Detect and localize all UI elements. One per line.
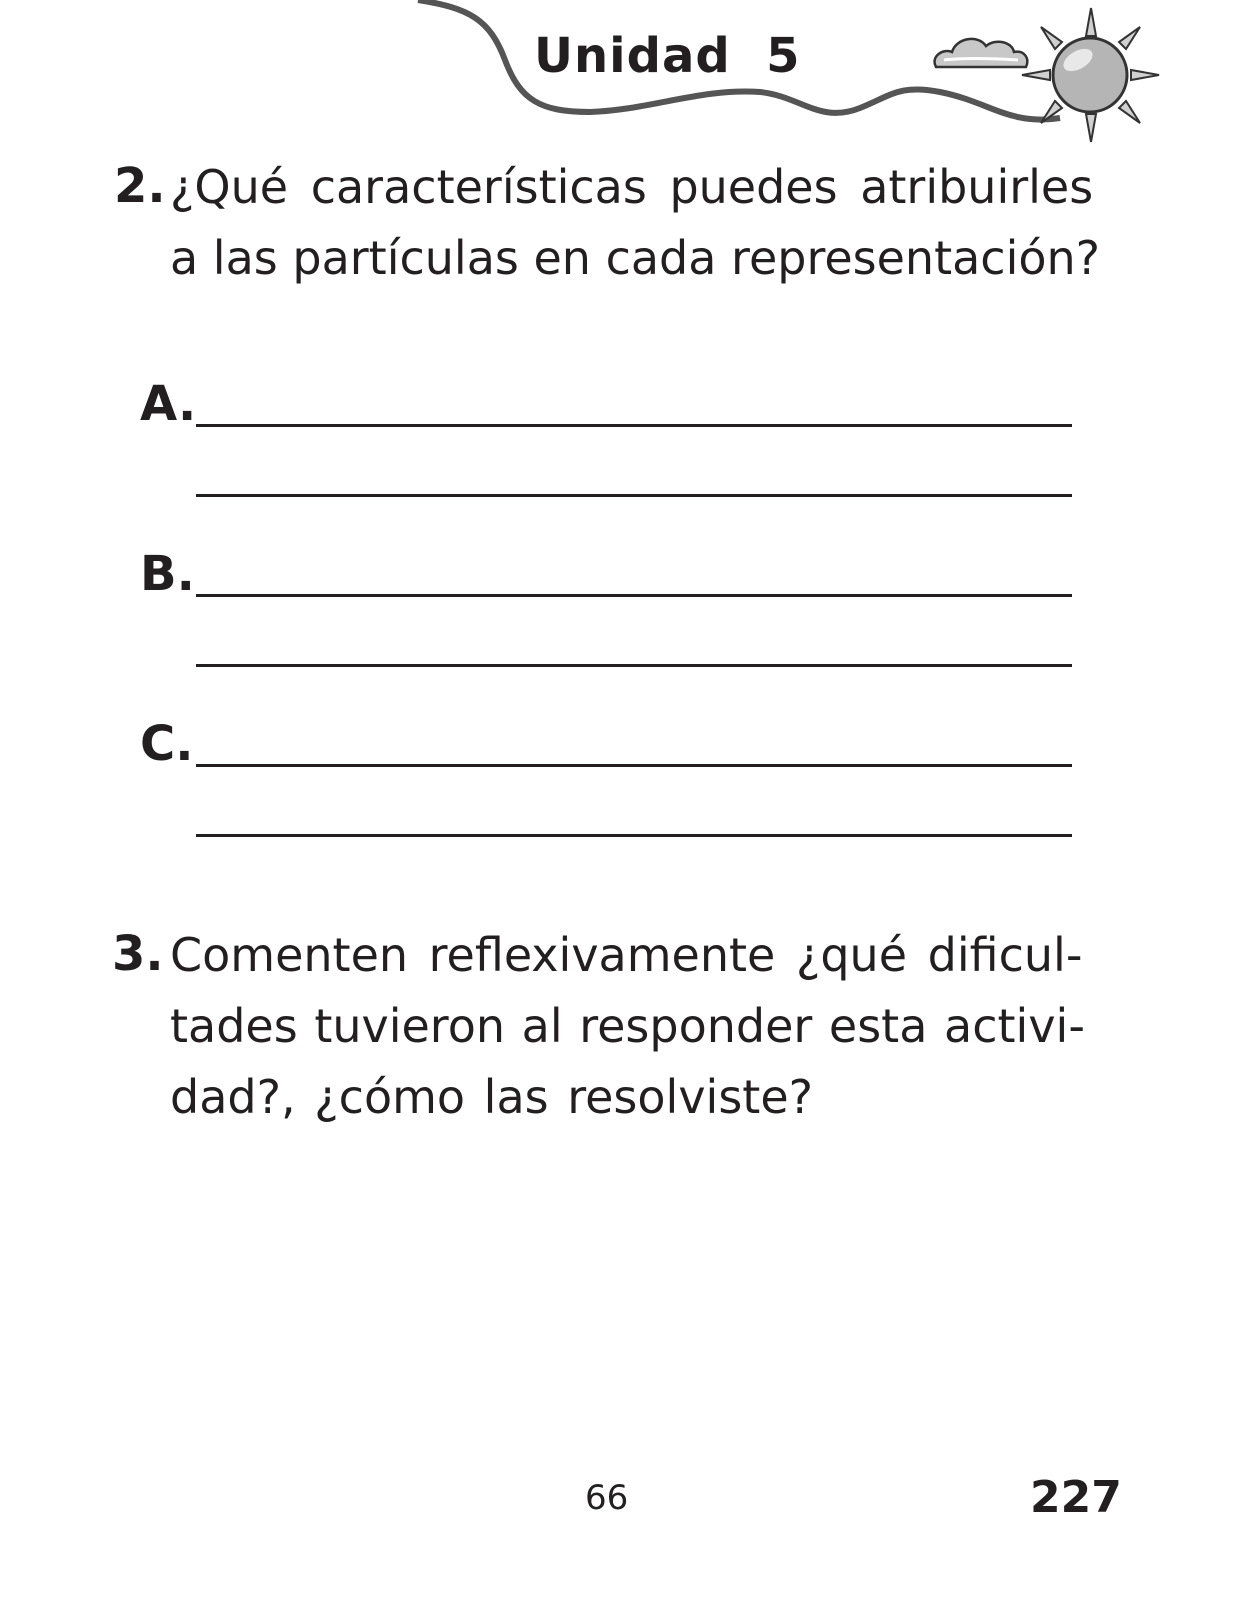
question-number: 3. [112, 926, 164, 982]
unit-title: Unidad 5 [534, 28, 801, 84]
question-line: a las partículas en cada representación? [170, 231, 1101, 285]
sun-icon [1022, 8, 1159, 142]
question-line: ¿Qué características puedes atribuirles [170, 160, 1094, 214]
answer-line[interactable] [196, 664, 1072, 667]
question-line: dad?, ¿cómo las resolviste? [170, 1070, 814, 1124]
question-text [170, 920, 1100, 1133]
answer-line[interactable] [196, 494, 1072, 497]
small-page-number: 66 [585, 1478, 629, 1518]
answer-line[interactable] [196, 594, 1072, 597]
answer-line[interactable] [196, 834, 1072, 837]
answer-line[interactable] [196, 764, 1072, 767]
question-line: Comenten reflexivamente ¿qué dificul- [170, 928, 1083, 982]
option-letter: C. [140, 716, 194, 772]
question-line: tades tuvieron al responder esta activi- [170, 999, 1085, 1053]
answer-line[interactable] [196, 424, 1072, 427]
option-letter: A. [140, 376, 197, 432]
option-letter: B. [140, 546, 195, 602]
question-text [170, 152, 1100, 294]
question-number: 2. [114, 158, 166, 214]
page-number: 227 [1030, 1472, 1122, 1523]
cloud-icon [935, 39, 1028, 67]
